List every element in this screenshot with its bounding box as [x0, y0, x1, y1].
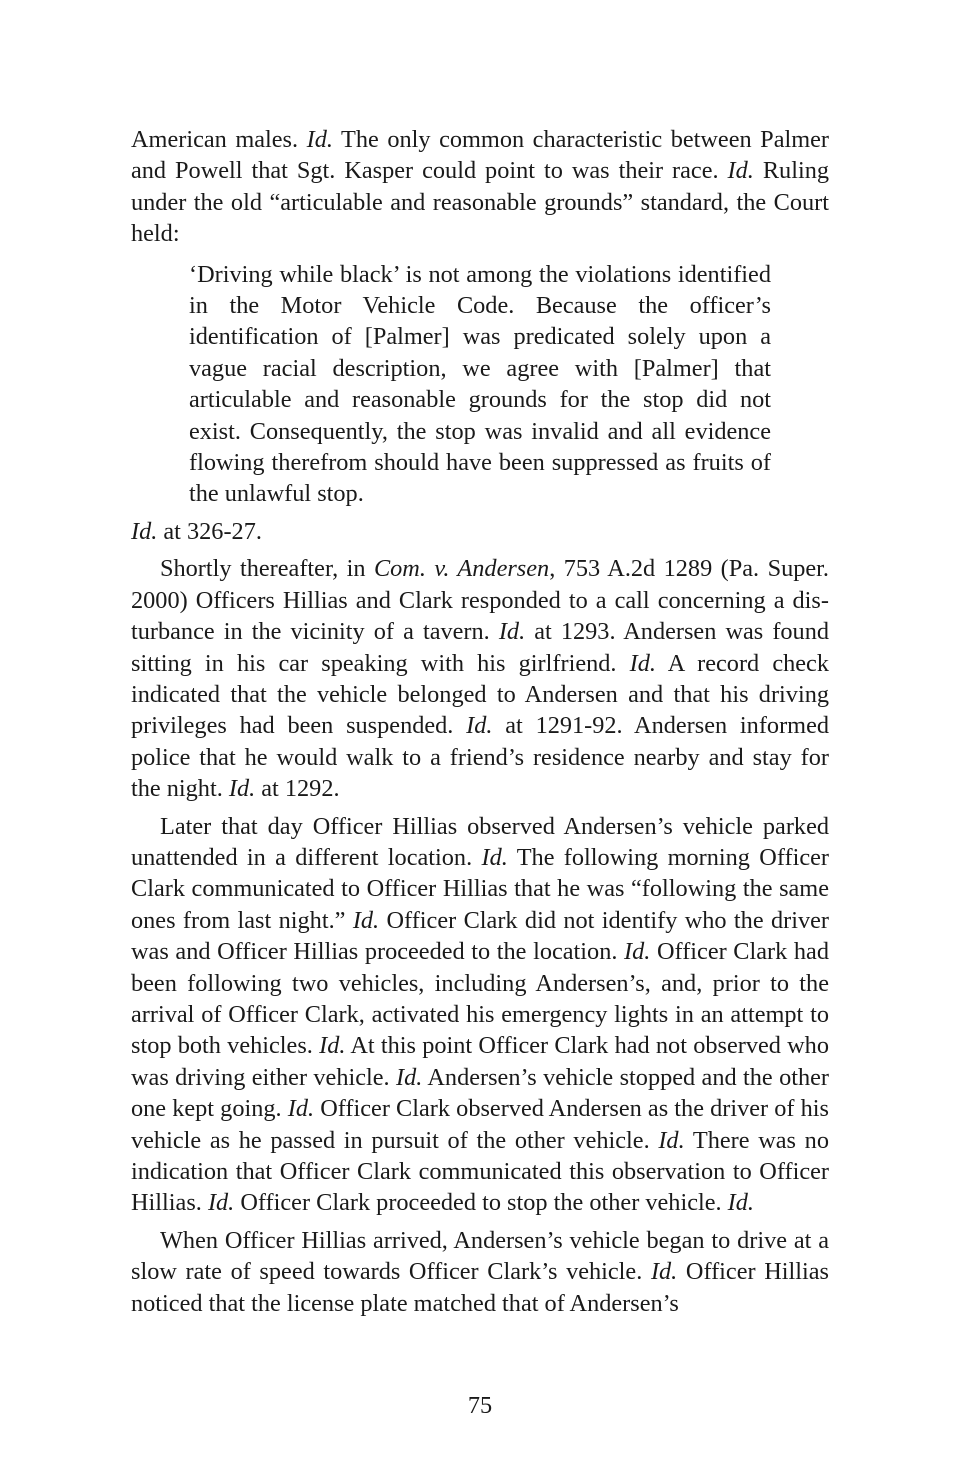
block-quote: [189, 259, 771, 510]
citation: [131, 516, 829, 547]
italic-citation: Id.: [228, 775, 256, 803]
italic-citation: Id.: [658, 1126, 685, 1154]
text-run: Officer Clark had been following two vehicles, including Andersen’s, and, prior to the arrival of Officer Clark, activated his emergency lights in an attempt to stop both vehicles.: [131, 938, 829, 1060]
document-page: [131, 124, 829, 1319]
italic-citation: Id.: [624, 938, 651, 966]
text-run: The following morning Officer Clark communicated to Officer Hillias that he was “following the same ones from last night.”: [131, 843, 829, 934]
italic-citation: Id.: [396, 1063, 423, 1091]
italic-citation: Id.: [287, 1095, 315, 1123]
italic-citation: Id.: [650, 1258, 678, 1286]
text-run: Later that day Officer Hillias observed Andersen’s vehicle parked unattended in a different location.: [131, 812, 829, 871]
text-run: Officer Hillias noticed that the license plate matched that of Andersen’s: [131, 1258, 830, 1317]
italic-citation: Id.: [727, 157, 754, 185]
text-run: at 1292.: [255, 775, 340, 803]
paragraph-1: [131, 124, 829, 250]
block-quote-text: [189, 259, 771, 510]
italic-citation: Id.: [727, 1189, 754, 1217]
italic-citation: Id.: [306, 126, 333, 153]
italic-citation: Id.: [466, 712, 493, 740]
text-run: A record check indicated that the vehicle belonged to Andersen and that his driving privileges had been suspended.: [131, 649, 829, 740]
text-run: ‘Driving while black’ is not among the violations identified in the Motor Vehicle Code. Because the officer’s identification of [Palmer] was predicated solely upon a vague racial description, we agree with [Palmer] that articulable and reasonable grounds for the stop did not exist. Consequently, the stop was invalid and all evidence flowing therefrom should have been suppressed as fruits of the unlawful stop.: [189, 260, 771, 508]
text-run: at 326-27.: [157, 517, 262, 545]
italic-citation: Id.: [481, 843, 508, 871]
text-run: at 1293. Andersen was found sitting in his car speaking with his girlfriend.: [131, 618, 829, 677]
paragraph-3: [131, 811, 829, 1219]
text-run: There was no indication that Officer Clark communicated this observation to Officer Hillias.: [131, 1126, 829, 1217]
paragraph-4: [131, 1225, 829, 1319]
text-run: , 753 A.2d 1289 (Pa. Super. 2000) Officers Hillias and Clark responded to a call concerning a disturbance in the vicinity of a tavern.: [131, 555, 829, 646]
text-run: At this point Officer Clark had not observed who was driving either vehicle.: [131, 1032, 829, 1091]
text-run: Officer Clark observed Andersen as the driver of his vehicle as he passed in pursuit of the other vehicle.: [131, 1095, 829, 1154]
italic-citation: Id.: [319, 1032, 346, 1060]
page-number: 75: [467, 1392, 493, 1419]
italic-citation: Id.: [207, 1189, 235, 1217]
text-run: at 1291-92. Andersen informed police that he would walk to a friend’s residence nearby and stay for the night.: [131, 712, 829, 803]
italic-citation: Id.: [629, 649, 656, 677]
text-run: Shortly thereafter, in: [160, 555, 374, 583]
text-run: Officer Clark did not identify who the driver was and Officer Hillias proceeded to the location.: [131, 906, 830, 966]
text-run: Ruling under the old “articulable and reasonable grounds” standard, the Court held:: [131, 157, 829, 248]
text-run: Andersen’s vehicle stopped and the other one kept going.: [131, 1063, 829, 1123]
text-run: American males.: [131, 126, 307, 153]
text-run: Officer Clark proceeded to stop the other vehicle.: [234, 1189, 728, 1217]
italic-citation: Id.: [352, 906, 380, 934]
paragraph-2: [131, 553, 829, 804]
italic-citation: Com. v. Andersen: [373, 555, 550, 583]
text-run: The only common characteristic between Palmer and Powell that Sgt. Kasper could point to was their race.: [131, 126, 830, 185]
italic-citation: Id.: [498, 618, 526, 646]
italic-citation: Id.: [131, 517, 158, 545]
text-run: When Officer Hillias arrived, Andersen’s vehicle began to drive at a slow rate of speed towards Officer Clark’s vehicle.: [131, 1226, 829, 1286]
